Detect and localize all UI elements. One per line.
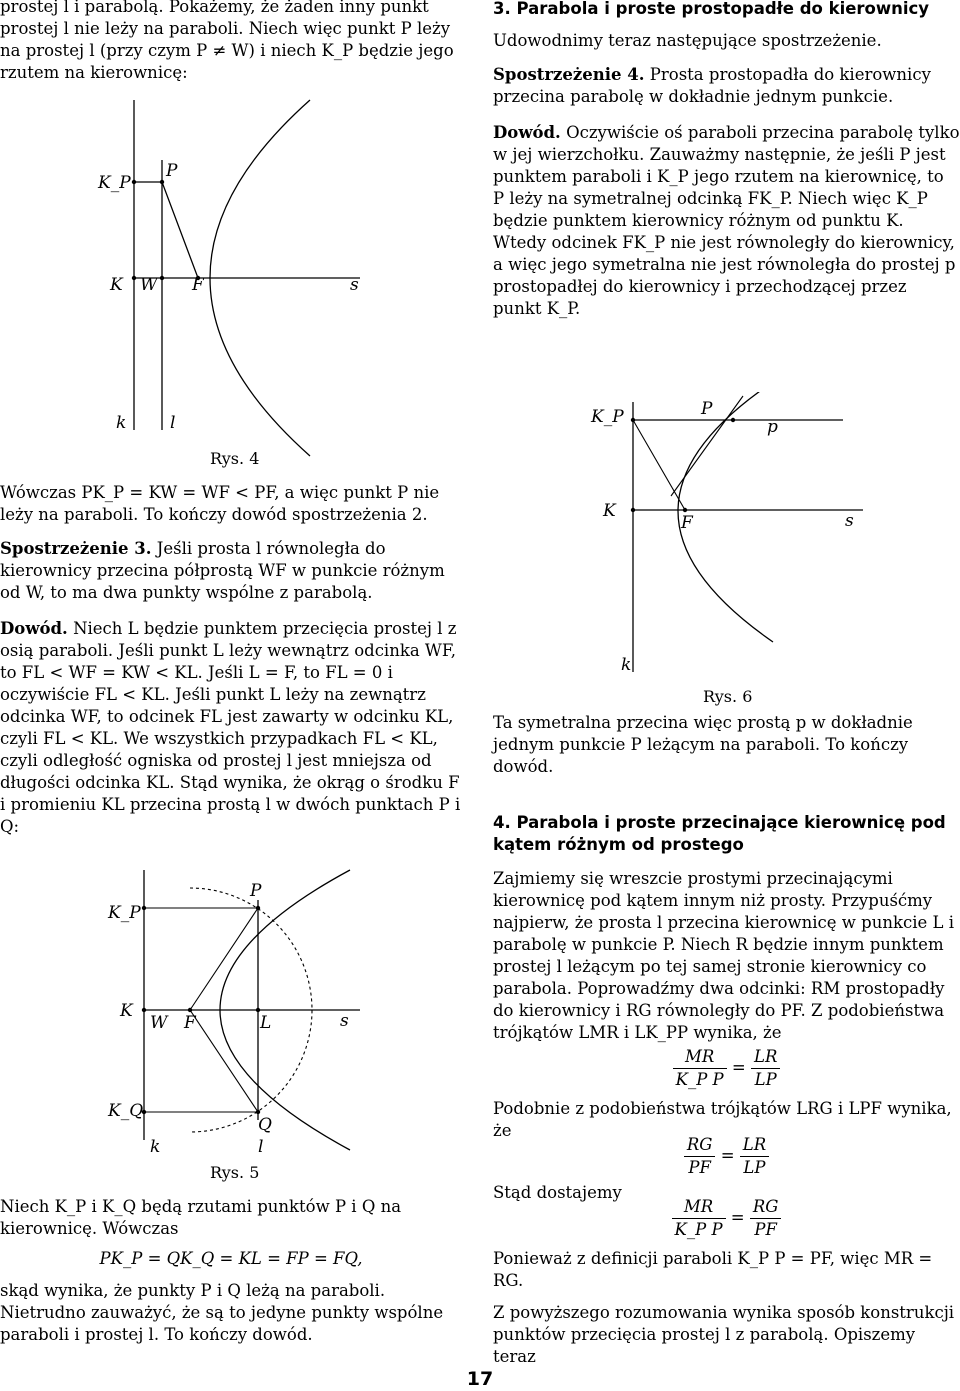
frac3-den-left: K_P P xyxy=(674,1220,723,1239)
section-4-paragraph-5: Z powyższego rozumowania wynika sposób konstrukcji punktów przecięcia prostej l z parabolą. Opiszemy teraz xyxy=(493,1303,955,1366)
label-l-line: l xyxy=(258,1137,264,1157)
segment-kp-f xyxy=(633,420,685,510)
segment-f-p xyxy=(190,908,258,1010)
label-kp: K_P xyxy=(108,903,141,923)
equation-5: PK_P = QK_Q = KL = FP = FQ, xyxy=(99,1249,363,1268)
label-p: P xyxy=(250,881,262,901)
figure-6 xyxy=(573,392,953,692)
label-k: K xyxy=(110,275,123,295)
label-kp: K_P xyxy=(98,173,131,193)
caption-fig5: Rys. 5 xyxy=(210,1163,260,1182)
segment-p-f xyxy=(162,182,198,278)
fraction-equation-1: $\frac{MR}{\text{K\_P P}}$ = $\frac{LR}{LP}$ xyxy=(493,1046,960,1091)
label-s: s xyxy=(845,511,854,531)
section-3-title: 3. Parabola i proste prostopadłe do kierownicy xyxy=(493,0,930,18)
frac2-den-left: PF xyxy=(688,1158,711,1177)
frac3-num-left: MR xyxy=(672,1196,726,1219)
label-l-line: l xyxy=(170,413,176,433)
figure-5 xyxy=(100,860,430,1160)
proof-3-text: Niech L będzie punktem przecięcia prostej l z osią paraboli. Jeśli punkt L leży wewnątrz odcinka WF, to FL < WF = KW < KL. Jeśli L = F, to FL = 0 i oczywiście FL < KL. Jeśli punkt L leży na zewnątrz odcinka WF, to odcinek FL jest zawarty w odcinku KL, czyli FL < KL. We wszystkich przypadkach FL < KL, czyli odległość ogniska od prostej l jest mniejsza od długości odcinka KL. Stąd wynika, że okrąg o środku F i promieniu KL przecina prostą l w dwóch punktach P i Q: xyxy=(0,619,461,836)
label-q: Q xyxy=(258,1115,272,1135)
label-f: F xyxy=(681,513,693,533)
label-s: s xyxy=(340,1011,349,1031)
caption-fig6: Rys. 6 xyxy=(703,687,753,706)
section-4-paragraph-4: Ponieważ z definicji paraboli K_P P = PF, więc MR = RG. xyxy=(493,1249,933,1290)
caption-fig4: Rys. 4 xyxy=(210,449,260,468)
frac1-num-right: LR xyxy=(751,1046,780,1069)
observation-4-tag: Spostrzeżenie 4. xyxy=(493,65,645,84)
label-k: K xyxy=(603,501,616,521)
observation-4 xyxy=(493,64,960,108)
proof-3-tag: Dowód. xyxy=(0,619,68,638)
frac3-den-right: PF xyxy=(754,1220,777,1239)
segment-f-q xyxy=(190,1010,258,1112)
page-number: 17 xyxy=(466,1368,494,1390)
label-p-line: p xyxy=(767,417,778,437)
label-kp: K_P xyxy=(591,407,624,427)
label-kq: K_Q xyxy=(108,1101,144,1121)
label-w: W xyxy=(150,1013,168,1033)
proof-3 xyxy=(0,618,462,838)
frac2-num-right: LR xyxy=(740,1134,769,1157)
observation-3 xyxy=(0,538,462,604)
label-k-line: k xyxy=(116,413,127,433)
after-fig5-paragraph: Niech K_P i K_Q będą rzutami punktów P i Q na kierownicę. Wówczas xyxy=(0,1197,402,1238)
observation-4-text: Prosta prostopadła do kierownicy przecina parabolę w dokładnie jednym punkcie. xyxy=(493,65,931,106)
label-l-point: L xyxy=(260,1013,272,1033)
label-p: P xyxy=(166,161,178,181)
figure-4 xyxy=(80,90,420,490)
frac1-den-left: K_P P xyxy=(675,1070,724,1089)
section-4-paragraph-1: Zajmiemy się wreszcie prostymi przecinającymi kierownicę pod kątem innym niż prosty. Przypuśćmy najpierw, że prosta l przecina kierownicę w punkcie L i parabolę w punkcie P. Niech R będzie innym punktem prostej l leżącym po tej samej stronie kierownicy co parabola. Poprowadźmy dwa odcinki: RM prostopadły do kierownicy i RG równoległy do PF. Z podobieństwa trójkątów LMR i LK_PP wynika, że xyxy=(493,869,954,1042)
label-k-line: k xyxy=(150,1137,161,1157)
after-fig5-conclusion: skąd wynika, że punkty P i Q leżą na paraboli. Nietrudno zauważyć, że są to jedyne punkty wspólne paraboli i prostej l. To kończy dowód. xyxy=(0,1281,444,1344)
proof-4 xyxy=(493,122,960,320)
frac1-den-right: LP xyxy=(754,1070,777,1089)
label-k-line: k xyxy=(621,655,632,675)
label-s: s xyxy=(350,275,359,295)
intro-paragraph: prostej l i parabolą. Pokażemy, że żaden inny punkt prostej l nie leży na paraboli. Niech więc punkt P leży na prostej l (przy czym P ≠ W) i niech K_P będzie jego rzutem na kierownicę: xyxy=(0,0,454,82)
observation-3-text: Jeśli prosta l równoległa do kierownicy przecina półprostą WF w punkcie różnym od W, to ma dwa punkty wspólne z parabolą. xyxy=(0,539,445,602)
proof-4-tag: Dowód. xyxy=(493,123,561,142)
label-k: K xyxy=(120,1001,133,1021)
proof-4-text: Oczywiście oś paraboli przecina parabolę tylko w jej wierzchołku. Zauważmy następnie, że jeśli P jest punktem paraboli i K_P jego rzutem na kierownicę, to P leży na symetralnej odcinką FK_P. Niech więc K_P będzie punktem kierownicy różnym od punktu K. Wtedy odcinek FK_P nie jest równoległy do kierownicy, a więc jego symetralna nie jest równoległa do prostej p prostopadłej do kierownicy i przechodzącej przez punkt K_P. xyxy=(493,123,960,318)
after-fig6-paragraph: Ta symetralna przecina więc prostą p w dokładnie jednym punkcie P leżącym na paraboli. To kończy dowód. xyxy=(493,713,913,776)
fraction-equation-3: $\frac{MR}{\text{K\_P P}}$ = $\frac{RG}{PF}$ xyxy=(493,1196,960,1241)
frac1-num-left: MR xyxy=(673,1046,727,1069)
section-4-paragraph-2: Podobnie z podobieństwa trójkątów LRG i LPF wynika, że xyxy=(493,1099,952,1140)
label-p: P xyxy=(701,399,713,419)
frac3-num-right: RG xyxy=(750,1196,782,1219)
label-w: W xyxy=(140,275,158,295)
fraction-equation-2: $\frac{RG}{PF}$ = $\frac{LR}{LP}$ xyxy=(493,1134,960,1179)
observation-3-tag: Spostrzeżenie 3. xyxy=(0,539,152,558)
section-4-paragraph-3: Stąd dostajemy xyxy=(493,1183,622,1202)
label-f: F xyxy=(192,275,204,295)
label-f: F xyxy=(184,1013,196,1033)
frac2-den-right: LP xyxy=(743,1158,766,1177)
frac2-num-left: RG xyxy=(684,1134,716,1157)
section-3-intro: Udowodnimy teraz następujące spostrzeżenie. xyxy=(493,31,882,50)
after-fig4-paragraph: Wówczas PK_P = KW = WF < PF, a więc punkt P nie leży na paraboli. To kończy dowód spostrzeżenia 2. xyxy=(0,483,440,524)
section-4-title: 4. Parabola i proste przecinające kierownicę pod kątem różnym od prostego xyxy=(493,813,946,854)
